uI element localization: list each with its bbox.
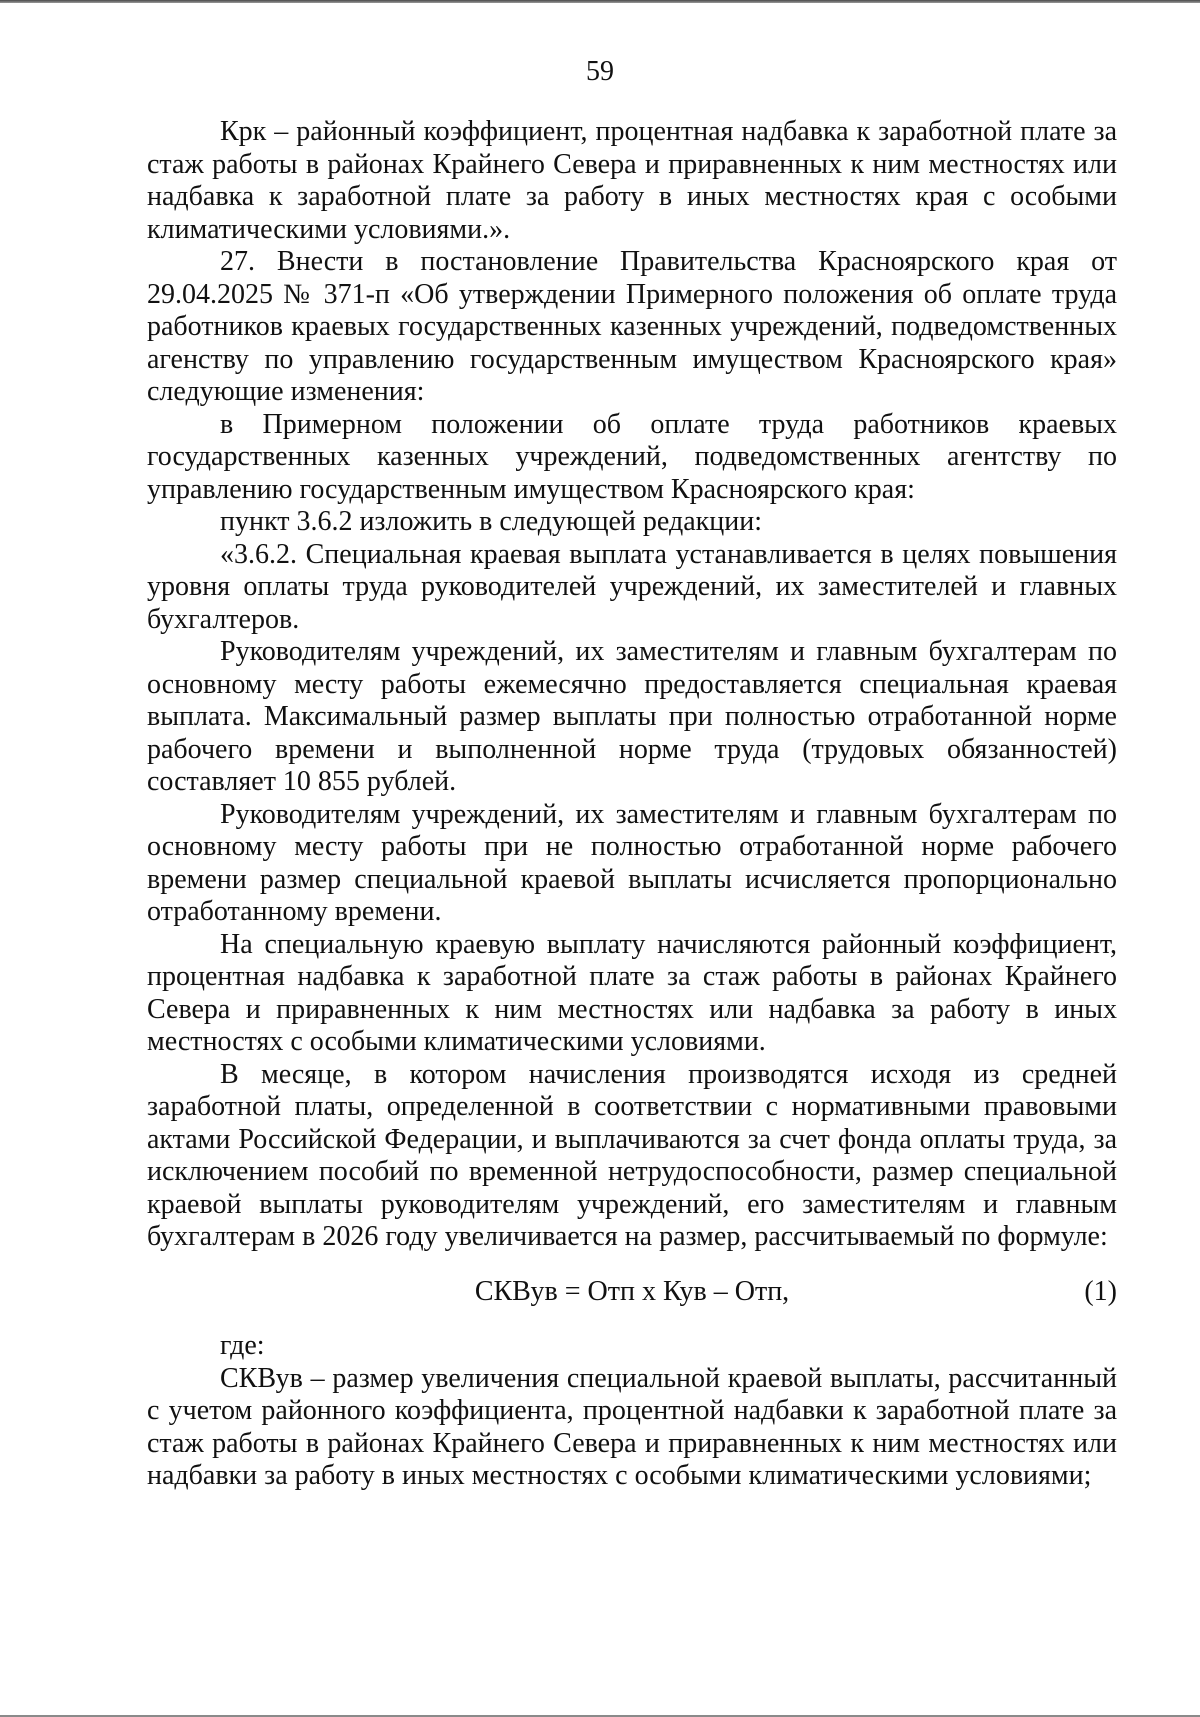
formula-expression: СКВув = Отп х Кув – Отп,	[474, 1275, 790, 1307]
paragraph: в Примерном положении об оплате труда работников краевых государственных казенных учреждений, подведомственных агентству по управлению государственным имуществом Красноярского края:	[147, 408, 1117, 505]
paragraph: СКВув – размер увеличения специальной краевой выплаты, рассчитанный с учетом районного коэффициента, процентной надбавки к заработной плате за стаж работы в районах Крайнего Севера и приравненных к ним местностях или надбавки за работу в иных местностях с особыми климатическими условиями;	[147, 1362, 1117, 1491]
paragraph: пункт 3.6.2 изложить в следующей редакции:	[220, 506, 762, 537]
paragraph: где:	[220, 1330, 265, 1361]
paragraph: Руководителям учреждений, их заместителям и главным бухгалтерам по основному месту работы ежемесячно предоставляется специальная краевая выплата. Максимальный размер выплаты при полностью отработанной норме рабочего времени и выполненной норме труда (трудовых обязанностей) составляет 10 855 рублей.	[147, 636, 1117, 797]
paragraph: «3.6.2. Специальная краевая выплата устанавливается в целях повышения уровня оплаты труда руководителей учреждений, их заместителей и главных бухгалтеров.	[147, 538, 1117, 635]
paragraph: Крк – районный коэффициент, процентная надбавка к заработной плате за стаж работы в районах Крайнего Севера и приравненных к ним местностях или надбавка к заработной плате за работу в иных местностях края с особыми климатическими условиями.».	[147, 116, 1117, 245]
formula-number: (1)	[1084, 1275, 1117, 1307]
paragraph: Руководителям учреждений, их заместителям и главным бухгалтерам по основному месту работы при не полностью отработанной норме рабочего времени размер специальной краевой выплаты исчисляется пропорционально отработанному времени.	[147, 798, 1117, 927]
formula-line	[147, 1276, 1117, 1309]
paragraphs-after-formula	[147, 1330, 1117, 1493]
scan-top-edge	[0, 0, 1200, 3]
page-number: 59	[586, 56, 614, 87]
paragraph: В месяце, в котором начисления производятся исходя из средней заработной платы, определенной в соответствии с нормативными правовыми актами Российской Федерации, и выплачиваются за счет фонда оплаты труда, за исключением пособий по временной нетрудоспособности, размер специальной краевой выплаты руководителям учреждений, его заместителям и главным бухгалтерам в 2026 году увеличивается на размер, рассчитываемый по формуле:	[147, 1058, 1117, 1252]
paragraphs-before-formula	[147, 116, 1117, 1254]
document-body	[147, 116, 1117, 1493]
paragraph: На специальную краевую выплату начисляются районный коэффициент, процентная надбавка к заработной плате за стаж работы в районах Крайнего Севера и приравненных к ним местностях или надбавка за работу в иных местностях с особыми климатическими условиями.	[147, 928, 1117, 1057]
paragraph: 27. Внести в постановление Правительства Красноярского края от 29.04.2025 № 371-п «Об утверждении Примерного положения об оплате труда работников краевых государственных казенных учреждений, подведомственных агенству по управлению государственным имуществом Красноярского края» следующие изменения:	[147, 246, 1117, 407]
